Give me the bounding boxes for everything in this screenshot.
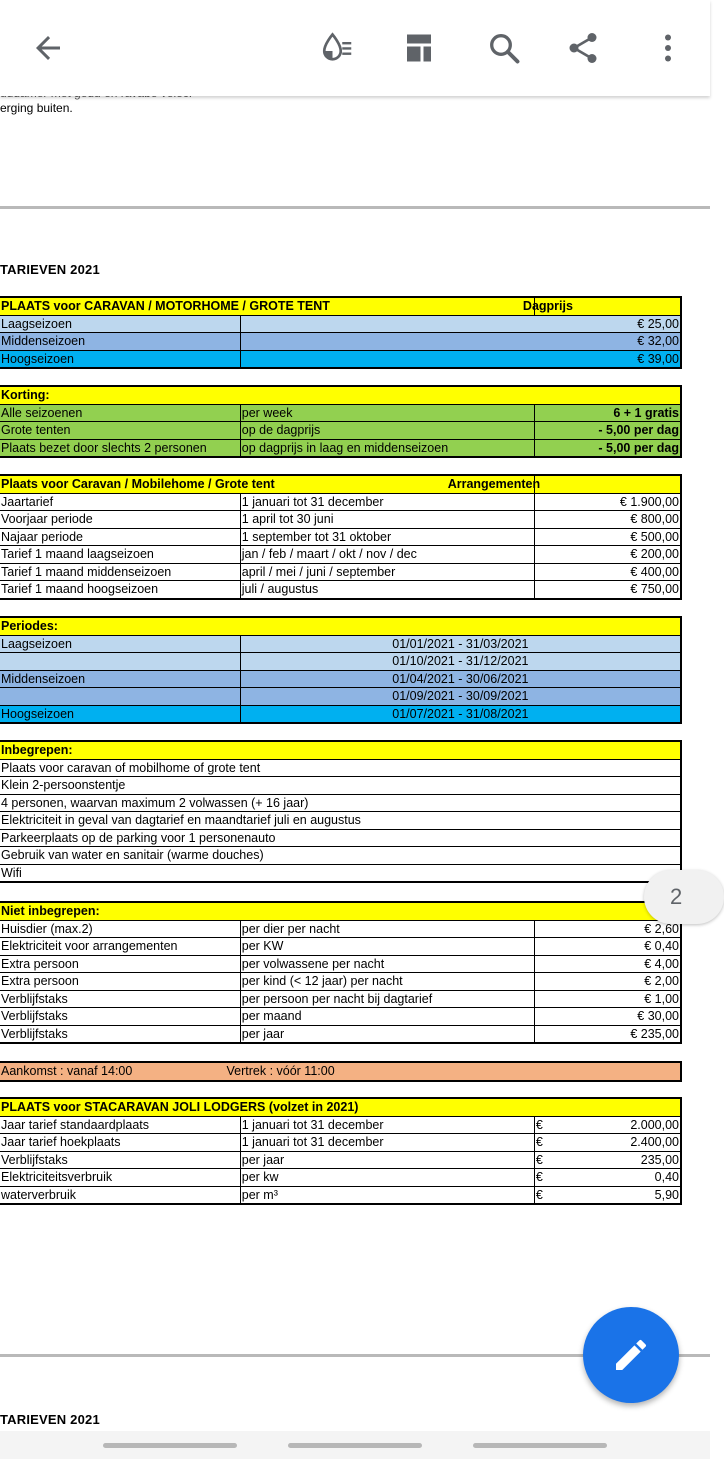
table-row [0, 1025, 681, 1043]
table-row [0, 829, 681, 847]
table-row [0, 705, 681, 723]
table-header [0, 476, 541, 494]
included-item: Gebruik van water en sanitair (warme douches) [0, 847, 681, 865]
ink-saver-icon [319, 30, 355, 66]
period-dates: 01/07/2021 - 31/08/2021 [240, 705, 680, 723]
row-description: 1 april tot 30 juni [240, 511, 534, 529]
table-row [0, 777, 681, 795]
table-header-row [0, 387, 681, 405]
row-currency: € [534, 1151, 550, 1169]
table-header: PLAATS voor CARAVAN / MOTORHOME / GROTE TENT [0, 298, 534, 316]
table-header-row [0, 742, 681, 760]
season-label [0, 688, 240, 706]
row-description: per dier per nacht [240, 920, 534, 938]
row-label: Jaar tarief standaardplaats [0, 1116, 240, 1134]
row-label: Plaats bezet door slechts 2 personen [0, 439, 240, 457]
table-row [0, 973, 681, 991]
row-value: € 2,00 [534, 973, 680, 991]
row-currency: € [534, 1134, 550, 1152]
row-label: Alle seizoenen [0, 404, 240, 422]
table-header: Korting: [0, 387, 681, 405]
periods-table [0, 617, 681, 723]
row-label: Extra persoon [0, 955, 240, 973]
table-row [0, 920, 681, 938]
row-description: 1 september tot 31 oktober [240, 528, 534, 546]
table-row [0, 847, 681, 865]
table-row [0, 422, 681, 440]
row-value: 2.400,00 [551, 1134, 681, 1152]
row-description: 1 januari tot 31 december [240, 1116, 534, 1134]
table-header-right: Arrangementen [447, 477, 541, 492]
table-row [0, 350, 681, 368]
caravan-daily-rates-table [0, 297, 681, 368]
back-button[interactable] [24, 24, 72, 72]
season-label: Laagseizoen [0, 315, 240, 333]
row-description: per maand [240, 1008, 534, 1026]
included-item: 4 personen, waarvan maximum 2 volwassen (+ 16 jaar) [0, 794, 681, 812]
season-label [0, 653, 240, 671]
table-row [0, 563, 681, 581]
table-header: Inbegrepen: [0, 742, 681, 760]
row-value: € 4,00 [534, 955, 680, 973]
row-description: per m³ [240, 1186, 534, 1204]
row-value: 6 + 1 gratis [534, 404, 680, 422]
arrival-time: Aankomst : vanaf 14:00 [0, 1063, 226, 1081]
row-value: 2.000,00 [551, 1116, 681, 1134]
row-label: Huisdier (max.2) [0, 920, 240, 938]
row-value: € 30,00 [534, 1008, 680, 1026]
row-value: 0,40 [551, 1169, 681, 1187]
table-row [0, 1116, 681, 1134]
row-description: op dagprijs in laag en middenseizoen [240, 439, 534, 457]
row-label: Elektriciteit voor arrangementen [0, 938, 240, 956]
row-label: Elektriciteitsverbruik [0, 1169, 240, 1187]
row-label: Najaar periode [0, 528, 240, 546]
row-label: Tarief 1 maand middenseizoen [0, 563, 240, 581]
row-value: € 400,00 [534, 563, 680, 581]
arrival-departure-bar [0, 1062, 681, 1081]
row-value: € 750,00 [534, 581, 680, 599]
table-header: Periodes: [0, 618, 681, 636]
nav-home-handle[interactable] [288, 1443, 422, 1448]
previous-page-text-2: erging buiten. [0, 101, 73, 115]
page-layout-button[interactable] [395, 24, 443, 72]
daily-price: € 39,00 [240, 350, 680, 368]
page-layout-icon [401, 30, 437, 66]
table-row [0, 653, 681, 671]
top-app-bar [0, 0, 710, 96]
table-row [0, 1151, 681, 1169]
included-item: Klein 2-persoonstentje [0, 777, 681, 795]
table-row [0, 1008, 681, 1026]
row-currency: € [534, 1116, 550, 1134]
row-description: per persoon per nacht bij dagtarief [240, 990, 534, 1008]
table-row [0, 1063, 681, 1081]
table-header-spacer [534, 476, 680, 494]
table-row [0, 794, 681, 812]
period-dates: 01/09/2021 - 30/09/2021 [240, 688, 680, 706]
system-navigation-bar [0, 1431, 710, 1459]
page-separator [0, 206, 710, 209]
nav-back-handle[interactable] [473, 1443, 607, 1448]
row-value: 5,90 [551, 1186, 681, 1204]
row-value: - 5,00 per dag [534, 439, 680, 457]
included-table [0, 741, 681, 882]
daily-price: € 32,00 [240, 333, 680, 351]
table-row [0, 1169, 681, 1187]
table-row [0, 333, 681, 351]
row-value: € 1,00 [534, 990, 680, 1008]
discount-table [0, 386, 681, 457]
table-header: Niet inbegrepen: [0, 903, 681, 921]
row-description: per kind (< 12 jaar) per nacht [240, 973, 534, 991]
row-label: Verblijfstaks [0, 1008, 240, 1026]
season-label: Laagseizoen [0, 635, 240, 653]
table-row [0, 990, 681, 1008]
included-item: Elektriciteit in geval van dagtarief en maandtarief juli en augustus [0, 812, 681, 830]
table-header-row [0, 476, 681, 494]
period-dates: 01/04/2021 - 30/06/2021 [240, 670, 680, 688]
table-row [0, 1186, 681, 1204]
table-row [0, 759, 681, 777]
row-currency: € [534, 1169, 550, 1187]
table-row [0, 812, 681, 830]
row-currency: € [534, 1186, 550, 1204]
table-row [0, 688, 681, 706]
search-icon [486, 30, 522, 66]
more-options-button[interactable] [644, 24, 692, 72]
row-description: per kw [240, 1169, 534, 1187]
row-description: per jaar [240, 1025, 534, 1043]
row-label: Jaartarief [0, 493, 240, 511]
included-item: Plaats voor caravan of mobilhome of grote tent [0, 759, 681, 777]
edit-pencil-icon [611, 1335, 651, 1375]
season-label: Hoogseizoen [0, 705, 240, 723]
more-vert-icon [650, 30, 686, 66]
table-row [0, 404, 681, 422]
table-row [0, 315, 681, 333]
share-button[interactable] [559, 24, 607, 72]
table-row [0, 1134, 681, 1152]
row-label: Tarief 1 maand laagseizoen [0, 546, 240, 564]
row-description: juli / augustus [240, 581, 534, 599]
row-description: per volwassene per nacht [240, 955, 534, 973]
row-description: 1 januari tot 31 december [240, 493, 534, 511]
row-value: € 2,60 [534, 920, 680, 938]
row-description: per week [240, 404, 534, 422]
period-dates: 01/10/2021 - 31/12/2021 [240, 653, 680, 671]
row-label: Verblijfstaks [0, 1151, 240, 1169]
table-header-row [0, 903, 681, 921]
section-title-next-page: TARIEVEN 2021 [0, 1412, 100, 1427]
arrow-back-icon [30, 30, 66, 66]
page-number: 2 [670, 884, 683, 909]
row-value: € 1.900,00 [534, 493, 680, 511]
row-label: Extra persoon [0, 973, 240, 991]
row-description: op de dagprijs [240, 422, 534, 440]
row-label: Verblijfstaks [0, 1025, 240, 1043]
row-description: april / mei / juni / september [240, 563, 534, 581]
row-value: € 500,00 [534, 528, 680, 546]
table-header-right: Dagprijs [534, 298, 680, 316]
page-indicator [644, 870, 724, 924]
share-icon [565, 30, 601, 66]
row-description: jan / feb / maart / okt / nov / dec [240, 546, 534, 564]
season-label: Hoogseizoen [0, 350, 240, 368]
table-row [0, 493, 681, 511]
row-value: € 0,40 [534, 938, 680, 956]
table-header-row [0, 618, 681, 636]
table-row [0, 670, 681, 688]
row-value: € 235,00 [534, 1025, 680, 1043]
included-item: Parkeerplaats op de parking voor 1 personenauto [0, 829, 681, 847]
ink-saver-button[interactable] [313, 24, 361, 72]
section-title: TARIEVEN 2021 [0, 262, 100, 277]
row-label: Tarief 1 maand hoogseizoen [0, 581, 240, 599]
search-button[interactable] [480, 24, 528, 72]
arrangements-table [0, 475, 681, 599]
row-label: Voorjaar periode [0, 511, 240, 529]
table-row [0, 938, 681, 956]
row-description: per KW [240, 938, 534, 956]
period-dates: 01/01/2021 - 31/03/2021 [240, 635, 680, 653]
table-row [0, 528, 681, 546]
table-header-left: Plaats voor Caravan / Mobilehome / Grote tent [1, 477, 275, 492]
table-row [0, 546, 681, 564]
season-label: Middenseizoen [0, 670, 240, 688]
departure-time: Vertrek : vóór 11:00 [226, 1063, 681, 1081]
row-label: waterverbruik [0, 1186, 240, 1204]
row-value: € 800,00 [534, 511, 680, 529]
row-description: 1 januari tot 31 december [240, 1134, 534, 1152]
table-row [0, 955, 681, 973]
edit-fab-button[interactable] [583, 1307, 679, 1403]
not-included-table [0, 902, 681, 1043]
row-value: - 5,00 per dag [534, 422, 680, 440]
row-label: Verblijfstaks [0, 990, 240, 1008]
table-header-row [0, 1099, 681, 1117]
row-label: Grote tenten [0, 422, 240, 440]
included-item: Wifi [0, 864, 681, 882]
daily-price: € 25,00 [240, 315, 680, 333]
row-description: per jaar [240, 1151, 534, 1169]
table-row [0, 439, 681, 457]
table-header-row [0, 298, 681, 316]
table-header: PLAATS voor STACARAVAN JOLI LODGERS (volzet in 2021) [0, 1099, 681, 1117]
nav-recents-handle[interactable] [103, 1443, 237, 1448]
season-label: Middenseizoen [0, 333, 240, 351]
table-row [0, 635, 681, 653]
stacaravan-table [0, 1098, 681, 1204]
table-row [0, 511, 681, 529]
row-value: 235,00 [551, 1151, 681, 1169]
row-label: Jaar tarief hoekplaats [0, 1134, 240, 1152]
row-value: € 200,00 [534, 546, 680, 564]
table-row [0, 581, 681, 599]
table-row [0, 864, 681, 882]
